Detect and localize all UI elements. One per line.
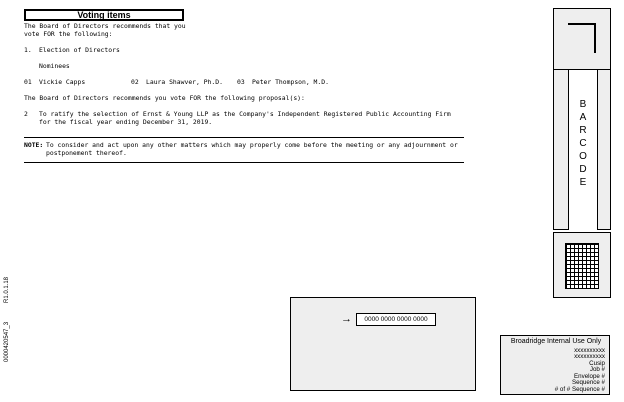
internal-line: Job #	[589, 366, 605, 373]
internal-use-box	[500, 335, 610, 395]
barcode-letter: A	[579, 112, 587, 123]
item2-number: 2	[24, 110, 28, 118]
item2-line-2: for the fiscal year ending December 31, 2019.	[39, 118, 213, 126]
barcode-label	[569, 98, 597, 189]
barcode-area	[568, 70, 598, 230]
internal-use-title: Broadridge Internal Use Only	[510, 338, 602, 345]
intro-line-1: The Board of Directors recommends that you	[24, 22, 186, 30]
side-version-code: R1.0.1.18	[4, 276, 10, 303]
nominee-number: 01	[24, 78, 32, 86]
corner-registration-mark	[568, 23, 596, 53]
nominee-name: Vickie Capps	[39, 78, 86, 86]
barcode-letter: B	[579, 99, 587, 110]
control-number-panel	[290, 297, 476, 391]
note-line-1: To consider and act upon any other matters which may properly come before the meeting or any adjournment or	[46, 141, 458, 149]
internal-line: Envelope #	[574, 373, 605, 380]
item2-line-1: To ratify the selection of Ernst & Young LLP as the Company's Independent Registered Public Accounting Firm	[39, 110, 451, 118]
nominee-number: 03	[237, 78, 245, 86]
voting-items-header: Voting items	[24, 9, 184, 21]
item1-number: 1.	[24, 46, 32, 54]
note-line-2: postponement thereof.	[46, 149, 127, 157]
control-number-field: 0000 0000 0000 0000	[356, 313, 436, 326]
side-document-code: 0000420547_3	[4, 321, 10, 362]
barcode-letter: C	[579, 138, 587, 149]
item1-label: Election of Directors	[39, 46, 120, 54]
note-top-divider	[24, 137, 464, 138]
barcode-letter: E	[579, 177, 587, 188]
nominee-number: 02	[131, 78, 139, 86]
note-bottom-divider	[24, 162, 464, 163]
proposal-intro: The Board of Directors recommends you vote FOR the following proposal(s):	[24, 94, 305, 102]
internal-line: # of # Sequence #	[554, 386, 605, 393]
barcode-letter: O	[579, 151, 587, 162]
note-label: NOTE:	[24, 141, 44, 149]
corner-panel	[553, 8, 611, 70]
internal-line: Cusip	[589, 360, 605, 367]
internal-line: Sequence #	[571, 379, 605, 386]
arrow-right-icon: →	[341, 313, 352, 325]
internal-line: xxxxxxxxxx	[574, 347, 605, 354]
barcode-letter: D	[579, 164, 587, 175]
datamatrix-grid	[565, 243, 599, 289]
nominee-name: Laura Shawver, Ph.D.	[146, 78, 223, 86]
barcode-letter: R	[579, 125, 587, 136]
nominee-name: Peter Thompson, M.D.	[252, 78, 329, 86]
nominees-heading: Nominees	[39, 62, 70, 70]
internal-line: xxxxxxxxxx	[574, 353, 605, 360]
datamatrix-box	[553, 232, 611, 298]
intro-line-2: vote FOR the following:	[24, 30, 113, 38]
